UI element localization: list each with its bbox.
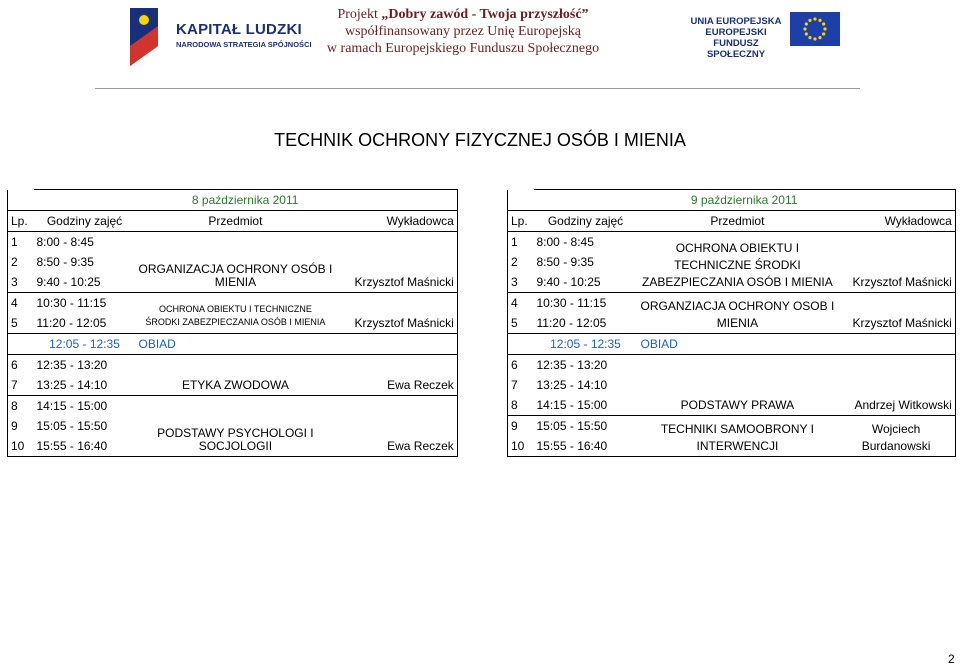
row-lp: 10 [508,436,534,457]
row-hours: 12:05 - 12:35 [534,334,638,355]
ue-line3: FUNDUSZ SPOŁECZNY [706,38,766,60]
row-lp: 10 [8,436,34,457]
subject-cell [136,293,336,334]
ue-logo-text [690,16,782,60]
eu-star-icon [822,22,825,25]
subject-cell [638,293,838,334]
row-lp: 8 [508,395,534,416]
row-hours: 15:05 - 15:50 [534,416,638,437]
col-lecturer: Wykładowca [837,211,955,232]
col-hours: Godziny zajęć [34,211,136,232]
row-lp: 2 [8,252,34,272]
row-lp: 1 [508,232,534,253]
table-row [8,293,458,314]
row-hours: 10:30 - 11:15 [534,293,638,314]
row-lp: 8 [8,396,34,417]
row-lp: 9 [508,416,534,437]
logo-left-subtitle: NARODOWA STRATEGIA SPÓJNOŚCI [176,40,312,49]
lunch-row [508,334,956,355]
lecturer-line: Burdanowski [861,439,931,453]
subject-line: MIENIA [716,316,759,330]
row-lp: 9 [8,416,34,436]
lecturer-cell: Krzysztof Maśnicki [335,293,457,334]
project-name: „Dobry zawód - Twoja przyszłość” [381,7,589,22]
lecturer-cell: Ewa Reczek [335,396,457,457]
eu-star-icon [822,32,825,35]
kapital-ludzki-logo-icon [128,6,160,68]
col-subject: Przedmiot [638,211,838,232]
col-hours: Godziny zajęć [534,211,638,232]
subject-line: INTERWENCJI [696,439,779,453]
logo-left-title: KAPITAŁ LUDZKI [176,21,302,38]
project-fund: w ramach Europejskiego Funduszu Społecznego [326,41,600,56]
row-hours: 12:35 - 13:20 [34,355,136,376]
date-day1: 8 października 2011 [34,190,458,211]
row-lp: 7 [8,375,34,396]
subject-cell [638,232,838,293]
row-lp: 2 [508,252,534,272]
lecturer-cell: Krzysztof Maśnicki [335,232,457,293]
subject-cell [136,396,336,457]
row-lp: 7 [508,375,534,395]
eu-star-icon [803,27,806,30]
lunch-label: OBIAD [136,334,336,355]
row-hours: 11:20 - 12:05 [536,315,607,330]
subject-line: OCHRONA OBIEKTU I TECHNICZNE [158,304,312,314]
header-divider [95,88,860,89]
col-subject: Przedmiot [136,211,336,232]
eu-star-icon [818,36,821,39]
eu-star-icon [813,37,816,40]
schedule-table-day2 [507,189,956,457]
row-lp: 3 [8,272,34,293]
table-row [508,355,956,376]
eu-star-icon [818,19,821,22]
page-title: TECHNIK OCHRONY FIZYCZNEJ OSÓB I MIENIA [274,130,686,150]
subject-line: ORGANIZACJA OCHRONY OSÓB I [138,262,333,276]
subject-line: SOCJOLOGII [198,439,273,453]
row-hours: 10:30 - 11:15 [34,293,136,314]
row-hours: 15:05 - 15:50 [36,418,108,433]
col-lp: Lp. [508,211,534,232]
eu-star-icon [823,27,826,30]
subject-line: PODSTAWY PSYCHOLOGI I [157,426,314,440]
subject-cell: ETYKA ZWODOWA [136,355,336,396]
lecturer-cell: Krzysztof Maśnicki [837,232,955,293]
eu-flag-icon [790,12,840,46]
eu-star-icon [808,36,811,39]
subject-line: MIENIA [214,275,257,289]
subject-line: TECHNIKI SAMOOBRONY I [660,422,814,436]
row-hours: 12:35 - 13:20 [534,355,638,376]
table-row [8,232,458,253]
row-hours: 13:25 - 14:10 [36,377,108,392]
page-number: 2 [948,652,955,666]
subject-line: ZABEZPIECZANIA OSÓB I MIENIA [642,275,833,289]
row-lp: 4 [508,293,534,314]
lunch-row [8,334,458,355]
row-lp: 6 [8,355,34,376]
subject-cell [638,416,838,457]
col-lp: Lp. [8,211,34,232]
eu-star-icon [805,32,808,35]
project-info [318,6,608,57]
row-lp: 6 [508,355,534,376]
lecturer-cell: Ewa Reczek [335,355,457,396]
row-hours: 12:05 - 12:35 [34,334,136,355]
row-lp: 5 [508,313,534,334]
subject-line: OCHRONA OBIEKTU I [675,241,800,255]
project-prefix: Projekt [337,7,382,22]
schedule-table-day1 [7,189,458,457]
row-hours: 8:50 - 9:35 [36,254,94,269]
row-hours: 8:00 - 8:45 [536,234,594,249]
lunch-label: OBIAD [638,334,838,355]
row-lp: 3 [508,272,534,293]
lecturer-cell [837,416,955,457]
subject-line: ŚRODKI ZABEZPIECZANIA OSÓB I MIENIA [145,317,326,327]
subject-line: TECHNICZNE ŚRODKI [674,258,801,272]
row-hours: 9:40 - 10:25 [536,274,601,289]
ue-line1: UNIA EUROPEJSKA [690,16,782,27]
eu-star-icon [805,22,808,25]
eu-star-icon [813,17,816,20]
row-hours: 9:40 - 10:25 [36,274,101,289]
row-hours: 15:55 - 16:40 [534,436,638,457]
row-lp: 4 [8,293,34,314]
col-lecturer: Wykładowca [335,211,457,232]
page-header [0,0,960,90]
row-hours: 8:00 - 8:45 [36,234,94,249]
subject-cell: PODSTAWY PRAWA [638,355,838,416]
row-hours: 11:20 - 12:05 [36,315,107,330]
table-row [508,232,956,253]
lecturer-cell: Krzysztof Maśnicki [837,293,955,334]
row-lp: 1 [8,232,34,253]
row-hours: 13:25 - 14:10 [536,377,608,392]
row-hours: 15:55 - 16:40 [34,436,136,457]
lecturer-line: Wojciech [871,422,921,436]
table-row [8,396,458,417]
row-hours: 14:15 - 15:00 [536,397,608,412]
table-row [508,293,956,314]
eu-star-icon [808,19,811,22]
subject-cell [136,232,336,293]
ue-line2: EUROPEJSKI [705,27,767,38]
row-lp: 5 [8,313,34,334]
subject-line: ORGANZIACJA OCHRONY OSOB I [640,299,835,313]
table-header [508,211,956,232]
table-row [8,355,458,376]
row-hours: 8:50 - 9:35 [536,254,594,269]
lecturer-cell: Andrzej Witkowski [837,355,955,416]
row-hours: 14:15 - 15:00 [34,396,136,417]
table-row [508,416,956,437]
project-cofinanced: współfinansowany przez Unię Europejską [345,24,581,39]
date-day2: 9 października 2011 [534,190,956,211]
table-header [8,211,458,232]
